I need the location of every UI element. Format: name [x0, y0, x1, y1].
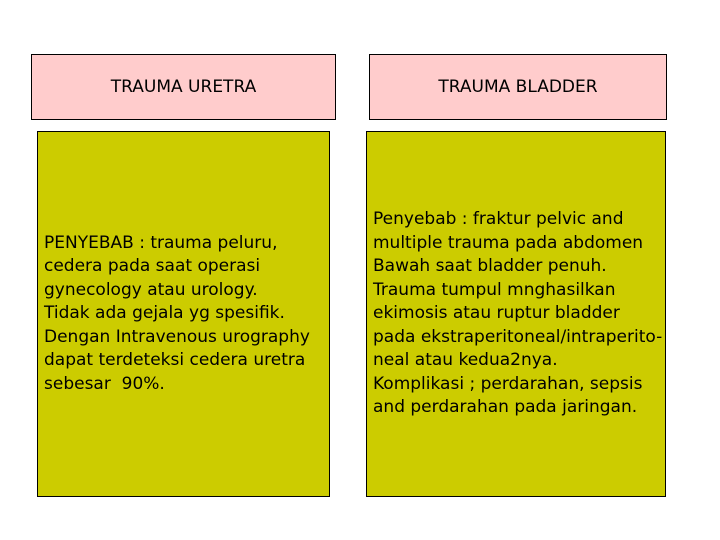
trauma-bladder-line: pada ekstraperitoneal/intraperito-: [373, 326, 663, 347]
trauma-bladder-line: multiple trauma pada abdomen: [373, 232, 644, 253]
trauma-bladder-line: Bawah saat bladder penuh.: [373, 256, 607, 277]
trauma-uretra-content-box: [37, 131, 330, 497]
trauma-bladder-line: ekimosis atau ruptur bladder: [373, 303, 620, 324]
trauma-bladder-content-box: [366, 131, 666, 497]
trauma-bladder-line: Trauma tumpul mnghasilkan: [373, 279, 616, 300]
trauma-uretra-title: TRAUMA URETRA: [110, 77, 257, 97]
trauma-bladder-title: TRAUMA BLADDER: [438, 77, 598, 97]
trauma-bladder-line: and perdarahan pada jaringan.: [373, 397, 638, 418]
trauma-uretra-line: Dengan Intravenous urography: [44, 326, 310, 347]
trauma-bladder-line: neal atau kedua2nya.: [373, 350, 558, 371]
trauma-uretra-line: gynecology atau urology.: [44, 279, 258, 300]
trauma-uretra-header: [31, 54, 336, 120]
trauma-bladder-header: [369, 54, 667, 120]
trauma-uretra-line: dapat terdeteksi cedera uretra: [44, 350, 306, 371]
trauma-uretra-line: Tidak ada gejala yg spesifik.: [44, 303, 285, 324]
trauma-uretra-line: PENYEBAB : trauma peluru,: [44, 232, 278, 253]
trauma-bladder-line: Penyebab : fraktur pelvic and: [373, 209, 624, 230]
trauma-uretra-text: [44, 232, 310, 397]
trauma-uretra-line: sebesar 90%.: [44, 373, 165, 394]
trauma-bladder-text: [373, 208, 662, 420]
trauma-uretra-line: cedera pada saat operasi: [44, 256, 261, 277]
trauma-bladder-line: Komplikasi ; perdarahan, sepsis: [373, 373, 643, 394]
